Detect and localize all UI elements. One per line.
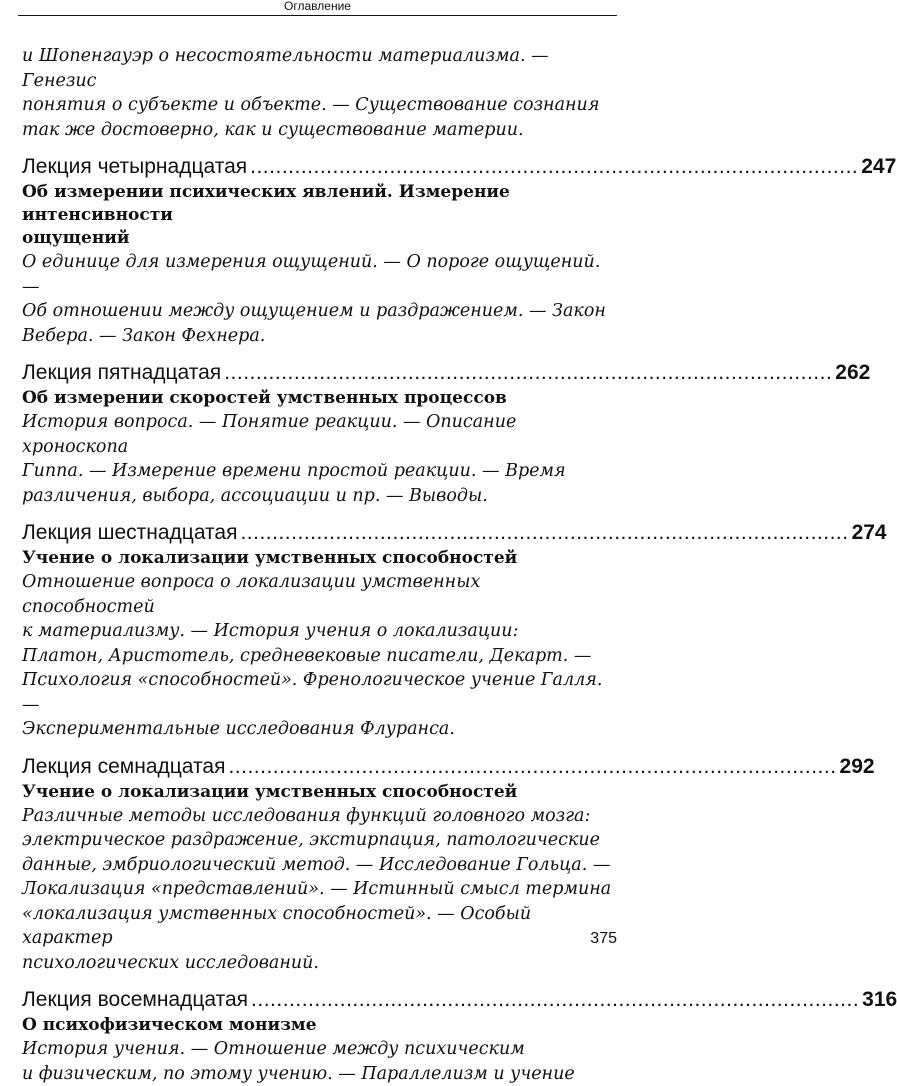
lecture-description-line: О единице для измерения ощущений. — О пороге ощущений. — (22, 250, 614, 299)
lecture-page-number: 247 (861, 155, 896, 179)
lecture-heading[interactable] (22, 361, 614, 385)
page-number: 375 (590, 930, 617, 948)
lecture-subtitle: Об измерении скоростей умственных процессов (22, 387, 614, 410)
lecture-title: Лекция восемнадцатая (22, 988, 248, 1012)
lecture-page-number: 292 (840, 755, 875, 779)
lecture-description-line: Вебера. — Закон Фехнера. (22, 324, 614, 349)
lecture-description-line: История вопроса. — Понятие реакции. — Описание хроноскопа (22, 410, 614, 459)
lecture-description-line: Гиппа. — Измерение времени простой реакции. — Время (22, 459, 614, 484)
toc-entry-lecture-17[interactable] (22, 755, 614, 976)
lecture-description-line: Платон, Аристотель, средневековые писатели, Декарт. — (22, 644, 614, 669)
intro-paragraph (22, 44, 614, 142)
lecture-heading[interactable] (22, 755, 614, 779)
lecture-description-line: Отношение вопроса о локализации умственных способностей (22, 570, 614, 619)
toc-body (22, 44, 614, 1086)
lecture-description-line: различения, выбора, ассоциации и пр. — Выводы. (22, 484, 614, 509)
intro-line: понятия о субъекте и объекте. — Существование сознания (22, 93, 614, 118)
lecture-description-line: Об отношении между ощущением и раздражением. — Закон (22, 299, 614, 324)
header-rule (18, 15, 617, 16)
lecture-description-line: электрическое раздражение, экстирпация, патологические (22, 828, 614, 853)
toc-entry-lecture-15[interactable] (22, 361, 614, 508)
lecture-title: Лекция шестнадцатая (22, 521, 237, 545)
lecture-subtitle: Учение о локализации умственных способностей (22, 781, 614, 804)
intro-line: так же достоверно, как и существование материи. (22, 118, 614, 143)
lecture-description-line: Локализация «представлений». — Истинный смысл термина (22, 877, 614, 902)
lecture-description-line: «локализация умственных способностей». — Особый характер (22, 902, 614, 951)
lecture-title: Лекция пятнадцатая (22, 361, 221, 385)
subtitle-line: ощущений (22, 228, 130, 248)
dot-leader: ................................................................................................ (240, 521, 848, 545)
subtitle-line: Об измерении психических явлений. Измерение интенсивности (22, 182, 510, 225)
lecture-heading[interactable] (22, 155, 614, 179)
lecture-description-line: История учения. — Отношение между психическим (22, 1037, 614, 1062)
toc-entry-lecture-18[interactable] (22, 988, 614, 1086)
lecture-subtitle: О психофизическом монизме (22, 1014, 614, 1037)
lecture-title: Лекция четырнадцатая (22, 155, 247, 179)
lecture-description-line: данные, эмбриологический метод. — Исследование Гольца. — (22, 853, 614, 878)
lecture-title: Лекция семнадцатая (22, 755, 225, 779)
lecture-description-line: психологических исследований. (22, 951, 614, 976)
lecture-page-number: 316 (862, 988, 897, 1012)
lecture-heading[interactable] (22, 988, 614, 1012)
dot-leader: ................................................................................................ (250, 155, 858, 179)
lecture-subtitle: Учение о локализации умственных способностей (22, 547, 614, 570)
dot-leader: ................................................................................................ (228, 755, 836, 779)
toc-entry-lecture-14[interactable] (22, 155, 614, 348)
lecture-description-line: и физическим, по этому учению. — Параллелизм и учение (22, 1062, 614, 1086)
toc-entry-lecture-16[interactable] (22, 521, 614, 742)
lecture-description-line: Экспериментальные исследования Флуранса. (22, 717, 614, 742)
running-title: Оглавление (0, 0, 635, 14)
dot-leader: ................................................................................................ (251, 988, 859, 1012)
intro-line: и Шопенгауэр о несостоятельности материализма. — Генезис (22, 44, 614, 93)
dot-leader: ................................................................................................ (224, 361, 832, 385)
lecture-page-number: 274 (852, 521, 887, 545)
lecture-description-line: Различные методы исследования функций головного мозга: (22, 804, 614, 829)
lecture-page-number: 262 (835, 361, 870, 385)
lecture-description-line: Психология «способностей». Френологическое учение Галля. — (22, 668, 614, 717)
lecture-description-line: к материализму. — История учения о локализации: (22, 619, 614, 644)
lecture-subtitle (22, 181, 614, 250)
lecture-heading[interactable] (22, 521, 614, 545)
